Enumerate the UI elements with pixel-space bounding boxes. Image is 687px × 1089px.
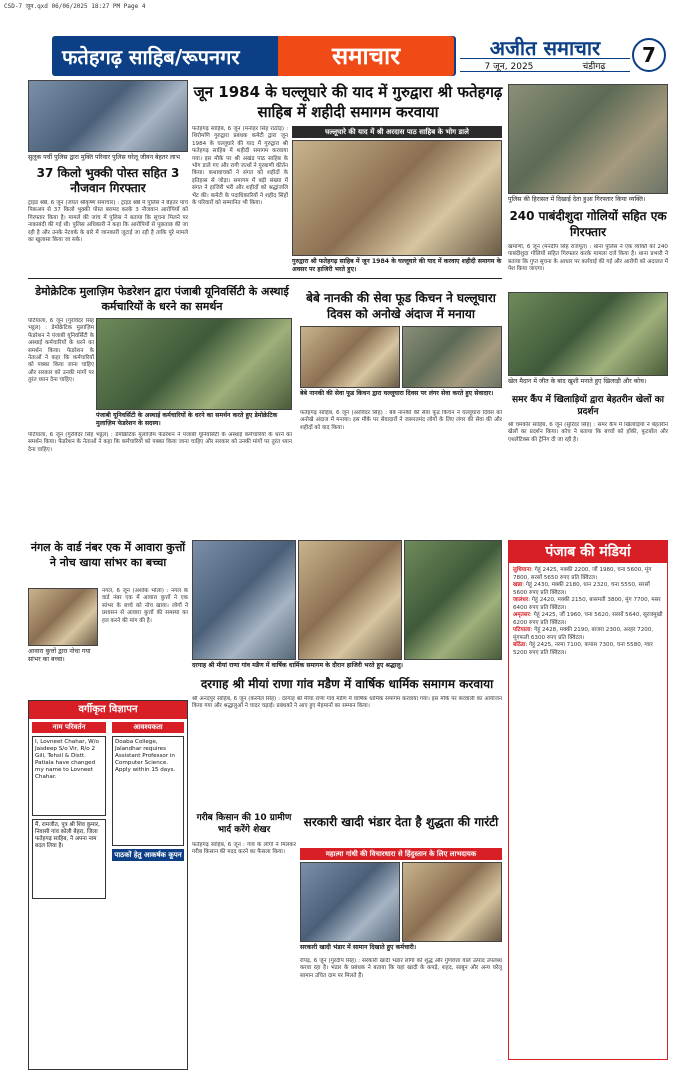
name-change-head: नाम परिवर्तन: [32, 722, 106, 733]
mandi-item: लुधियाना: गेहूं 2425, मक्की 2200, जौं 1980, चना 5600, मूंग 7800, सरसों 5650 रुपए प्रति क्विंटल।: [513, 567, 652, 581]
dargah-body: श्री अनंदपुर साहिब, 6 जून (करनैल सिंह) : दरगाह श्री मीयां राणा गांव मडैण में वार्षिक धार्मिक समागम करवाया गया। इस मौके पर कव्वाली का आयोजन किया गया और श्रद्धालुओं ने चादर चढ़ाई। प्रबंधकों ने आए हुए मेहमानों का सम्मान किया।: [192, 696, 502, 710]
page-number: 7: [632, 38, 666, 72]
dargah-photo-2: [298, 540, 402, 660]
khadi-photo-caption: सरकारी खादी भंडार में सामान दिखाते हुए कर्मचारी।: [300, 944, 417, 951]
khadi-photo-2: [402, 862, 502, 942]
issue-city: चंडीगढ़: [582, 61, 606, 72]
police-photo-caption: पुलिस की हिरासत में दिखाई देता हुआ गिरफ्तार किया व्यक्ति।: [508, 196, 646, 203]
classified-ad: I, Lovneet Chahar, W/o Jasdeep S/o Vir, R/o 2 Gill, Tehsil & Distt. Patiala have changed my name to Lovneet Chahar.: [32, 736, 106, 816]
classified-ad: Doaba College, Jalandhar requires Assistant Professor in Computer Science. Apply within 15 days.: [112, 736, 184, 846]
pills-body: खमाणों, 6 जून (मनदीप सिंह राजपूत) : थाना पुलिस ने एक व्यक्ति को 240 पाबंदीशुदा गोलियों सहित गिरफ्तार करके मामला दर्ज किया है। थाना प्रभारी ने बताया कि गुप्त सूचना के आधार पर कार्रवाई की गई और आरोपी को अदालत में पेश किया जाएगा।: [508, 244, 668, 273]
classified-col-1: [29, 719, 109, 902]
farmer-headline: गरीब किसान की 10 ग्रामीण भार्द करेंगे शेखर: [196, 813, 292, 835]
classified-title: वर्गीकृत विज्ञापन: [29, 701, 187, 719]
dateline-bar: [460, 58, 630, 72]
mandi-item: बठिंडा: गेहूं 2425, नरमा 7100, कपास 7300, चना 5580, ग्वार 5200 रुपए प्रति क्विंटल।: [513, 642, 653, 656]
mandi-item: खन्ना: गेहूं 2430, मक्की 2180, धान 2320, चना 5550, सरसों 5600 रुपए प्रति क्विंटल।: [513, 582, 650, 596]
kitchen-body: फतेहगढ़ साहिब, 6 जून (अरविंदर सिंह) : बेबे नानकी की सेवा फूड किचन ने घल्लूघारा दिवस को अनोखे अंदाज में मनाया। इस मौके पर सेवादारों ने जरूरतमंद लोगों के लिए लंगर की सेवा की और शहीदों को याद किया।: [300, 410, 502, 431]
camp-headline: समर कैंप में खिलाड़ियों द्वारा बेहतरीन खेलों का प्रदर्शन: [512, 395, 664, 417]
mandi-title: पंजाब की मंडियां: [509, 541, 667, 563]
masthead-section: समाचार: [278, 36, 454, 76]
federation-headline: डेमोक्रेटिक मुलाज़िम फेडरेशन द्वारा पंजाबी यूनिवर्सिटी के अस्थाई कर्मचारियों के धरने का समर्थन: [35, 285, 289, 313]
federation-photo: [96, 318, 292, 410]
main-photo-caption: गुरुद्वारा श्री फतेहगढ़ साहिब में जून 1984 के घल्लूघारे की याद में करवाए शहीदी समागम के अवसर पर हाजिरी भरते हुए।: [292, 258, 502, 273]
main-subhead-banner: घल्लूघारे की याद में श्री अरदास पाठ साहिब के भोग डाले: [292, 126, 502, 138]
mandi-item: अमृतसर: गेहूं 2425, जौं 1960, चना 5620, सरसों 5640, सूरजमुखी 6200 रुपए प्रति क्विंटल।: [513, 612, 663, 626]
kitchen-photo-1: [300, 326, 400, 388]
kitchen-photo-2: [402, 326, 502, 388]
requirement-head: आवश्यकता: [112, 722, 184, 733]
dargah-photo-caption: दरगाह श्री मीयां राणा गांव मडैण में वार्षिक धार्मिक समागम के दौरान हाजिरी भरते हुए श्रद्धालु।: [192, 662, 404, 669]
kitchen-headline: बेबे नानकी की सेवा फूड किचन ने घल्लूघारा दिवस को अनोखे अंदाज में मनाया: [306, 291, 496, 321]
dog-photo-caption: आवारा कुत्तों द्वारा नोचा गया सांभर का बच्चा।: [28, 648, 91, 663]
arrest-photo: [28, 80, 188, 152]
divider: [28, 278, 502, 279]
classified-box: [28, 700, 188, 1070]
section-masthead: [52, 36, 456, 76]
hockey-photo: [508, 292, 668, 376]
main-photo: [292, 140, 502, 256]
police-photo: [508, 84, 668, 194]
federation-body: पटियाला, 6 जून (गुरविंदर सिंह भट्ठल) : डेमोक्रेटिक मुलाज़िम फेडरेशन ने पंजाबी यूनिवर्सिटी के अस्थाई कर्मचारियों के धरने का समर्थन किया। फेडरेशन के नेताओं ने कहा कि कर्मचारियों को पक्का किया जाना चाहिए और सरकार को उनकी मांगों पर तुरंत ध्यान देना चाहिए।: [28, 318, 94, 384]
issue-date: 7 जून, 2025: [484, 61, 534, 72]
mandi-item: पटियाला: गेहूं 2428, मक्की 2190, बाजरा 2300, अरहर 7200, मूंगफली 6300 रुपए प्रति क्विंटल।: [513, 627, 654, 641]
classified-col-2: [109, 719, 187, 902]
main-body: फतेहगढ़ साहिब, 6 जून (मनोहर सिंह राठौड़) : शिरोमणि गुरुद्वारा प्रबंधक कमेटी द्वारा जून 1984 के घल्लूघारे की याद में गुरुद्वारा श्री फतेहगढ़ साहिब में शहीदी समागम करवाया गया। इस मौके पर श्री अखंड पाठ साहिब के भोग डाले गए और रागी जत्थों ने गुरबाणी कीर्तन किया। कथावाचकों ने संगत को शहीदों के इतिहास से जोड़ा। समागम में बड़ी संख्या में संगत ने हाजिरी भरी और शहीदों को श्रद्धांजलि भेंट की। कमेटी के पदाधिकारियों ने शहीद सिंहों के परिवारों को सम्मानित भी किया।: [192, 126, 288, 207]
arrest-headline: 37 किलो भुक्की पोस्त सहित 3 नौजवान गिरफ्तार: [36, 166, 180, 195]
kitchen-photo-caption: बेबे नानकी की सेवा फूड किचन द्वारा घल्लूघारा दिवस पर लंगर सेवा करते हुए सेवादार।: [300, 390, 494, 397]
newspaper-logo: अजीत समाचार: [489, 36, 601, 60]
mandi-list: [509, 563, 667, 661]
farmer-body: फतेहगढ़ साहिब, 6 जून : गांव के लोगों ने मिलकर गरीब किसान की मदद करने का फैसला किया।: [192, 842, 296, 856]
classified-ad: मैं, रामजीत, पुत्र श्री शिव कुमार, निवासी गांव कोली बेहरा, जिला फतेहगढ़ साहिब, ने अपना नाम बदल लिया है।: [32, 819, 106, 899]
dargah-photo-1: [192, 540, 296, 660]
arrest-body: ट्राइड श्रेष्ठे, 6 जून (जयंत श्रीकृष्ण समाचार) : ट्राइड श्रेष्ठे में पुलिस ने बेहतर पांच पिकअप से 37 किलो भुक्की पोस्त बरामद करके 3 नौजवान आरोपियों को गिरफ्तार किया है। मामले की जांच में पुलिस ने बताया कि सूचना मिलने पर नाकाबंदी की गई थी। पुलिस अधिकारी ने कहा कि आरोपियों से पूछताछ की जा रही है और उनके नेटवर्क के बारे में जानकारी जुटाई जा रही है ताकि पूरे मामले का खुलासा किया जा सके।: [28, 200, 188, 244]
masthead-region: फतेहगढ़ साहिब/रूपनगर: [62, 44, 240, 69]
federation-body-continued: पटियाला, 6 जून (गुरविंदर सिंह भट्ठल) : डेमोक्रेटिक मुलाज़िम फेडरेशन ने पंजाबी यूनिवर्सिटी के अस्थाई कर्मचारियों के धरने का समर्थन किया। फेडरेशन के नेताओं ने कहा कि कर्मचारियों को पक्का किया जाना चाहिए और सरकार को उनकी मांगों पर तुरंत ध्यान देना चाहिए।: [28, 432, 292, 453]
hockey-photo-caption: खेल मैदान में जीत के बाद खुशी मनाते हुए खिलाड़ी और कोच।: [508, 378, 647, 385]
arrest-photo-caption: सुलूक पर्ची पुलिस द्वारा मुक्ति परिवार पुलिस घरेलू जीवन बेहतर लाभ: [28, 154, 180, 161]
dog-body: नंगल, 6 जून (अशोक भोला) : नंगल के वार्ड नंबर एक में आवारा कुत्तों ने एक सांभर के बच्चे को नोच खाया। लोगों ने प्रशासन से आवारा कुत्तों की समस्या का हल करने की मांग की है।: [102, 588, 188, 624]
federation-photo-caption: पंजाबी यूनिवर्सिटी के अस्थाई कर्मचारियों के धरने का समर्थन करते हुए डेमोक्रेटिक मुलाज़िम फेडरेशन के सदस्य।: [96, 412, 278, 427]
khadi-photo-1: [300, 862, 400, 942]
mandi-item: जालंधर: गेहूं 2420, मक्की 2150, बासमती 3800, मूंग 7700, मसर 6400 रुपए प्रति क्विंटल।: [513, 597, 661, 611]
print-slug: CSD-7 जून.qxd 06/06/2025 18:27 PM Page 4: [4, 3, 146, 10]
khadi-body: रोपड़, 6 जून (गुरदीप सिंह) : सरकारी खादी भंडार लोगों को शुद्ध और गुणवत्ता वाले उत्पाद उपलब्ध करवा रहा है। भंडार के प्रबंधक ने बताया कि यहां खादी के कपड़े, शहद, साबुन और अन्य घरेलू सामान उचित दाम पर मिलते हैं।: [300, 958, 502, 979]
khadi-subhead-banner: महात्मा गांधी की विचारधारा से हिंदुस्तान के लिए लाभदायक: [300, 848, 502, 860]
dog-headline: नंगल के वार्ड नंबर एक में आवारा कुत्तों ने नोच खाया सांभर का बच्चा: [30, 541, 186, 569]
khadi-headline: सरकारी खादी भंडार देता है शुद्धता की गारंटी: [303, 815, 499, 829]
dargah-headline: दरगाह श्री मीयां राणा गांव मडैण में वार्षिक धार्मिक समागम करवाया: [200, 677, 494, 691]
mandi-box: [508, 540, 668, 1060]
dargah-photo-3: [404, 540, 502, 660]
pills-headline: 240 पाबंदीशुदा गोलियों सहित एक गिरफ्तार: [509, 209, 667, 239]
camp-body: श्री चमकौर साहिब, 6 जून (सुरिंदर सिंह) : समर कैंप में खिलाड़ियों ने बेहतरीन खेलों का प्रदर्शन किया। कोच ने बताया कि बच्चों को हॉकी, फुटबॉल और एथलेटिक्स की ट्रेनिंग दी जा रही है।: [508, 422, 668, 443]
coupon-promo: पाठकों हेतु आकर्षक कूपन: [112, 849, 184, 861]
main-headline: जून 1984 के घल्लूघारे की याद में गुरुद्वारा श्री फतेहगढ़ साहिब में शहीदी समागम करवाया: [193, 83, 503, 121]
dog-photo: [28, 588, 98, 646]
